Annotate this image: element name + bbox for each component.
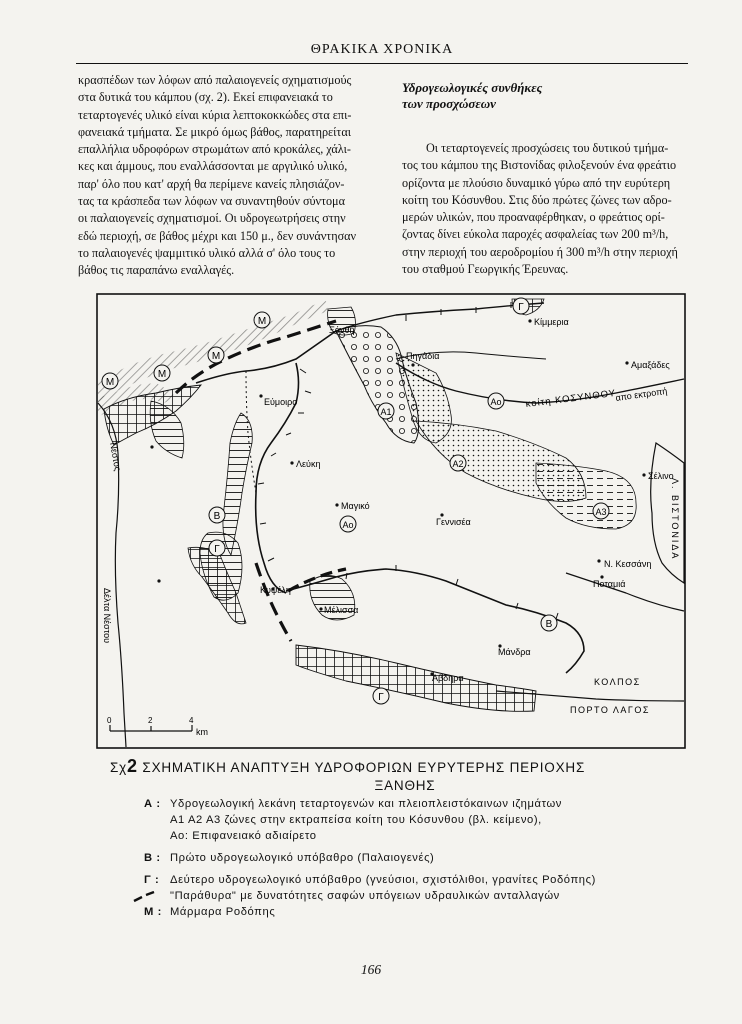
scale-unit: km — [196, 727, 208, 737]
zone-label-b: B — [213, 511, 221, 522]
legend-key-m: Μ : — [144, 906, 162, 918]
label-canal: απο εκτροπή — [614, 385, 668, 403]
caption-line1: ΣΧΗΜΑΤΙΚΗ ΑΝΑΠΤΥΞΗ ΥΔΡΟΦΟΡΙΩΝ ΕΥΡΥΤΕΡΗΣ ΠΕΡΙΟΧΗΣ — [142, 760, 586, 775]
legend-row-m — [144, 906, 704, 922]
text-line: στα δυτικά του κάμπου (σχ. 2). Εκεί επιφανειακά το — [78, 90, 333, 105]
text-line: του σταθμού Γεωργικής Έρευνας. — [402, 262, 569, 277]
text-line: τεταρτογενές υλικό είναι κύρια λεπτοκοκκώδες στα επι- — [78, 107, 352, 122]
page-number: 166 — [360, 962, 382, 977]
legend-key-b: Β : — [144, 852, 161, 864]
text-line: κοίτη του Κόσυνθου. Στις δύο πρώτες ζώνες των αδρο- — [402, 192, 672, 207]
text-line: κες και άμμους, που εναλλάσσονται με αργιλικό υλικό, — [78, 159, 348, 174]
place-melissa: Μέλισσα — [324, 605, 359, 615]
hydrogeology-map — [96, 293, 686, 749]
legend-text-b: Πρώτο υδρογεωλογικό υπόβαθρο (Παλαιογενές) — [170, 852, 435, 864]
label-gulf-1: ΚΟΛΠΟΣ — [594, 677, 641, 687]
text-line: κρασπέδων των λόφων από παλαιογενείς σχηματισμούς — [78, 73, 352, 87]
text-line: τας τα κράσπεδα των λόφων να συναντηθούν σύντομα — [78, 194, 345, 209]
legend-row-g — [144, 874, 704, 890]
label-kosynthos: κοίτη ΚΟΣΥΝΘΟΥ — [525, 387, 617, 410]
place-lefki: Λεύκη — [296, 459, 321, 469]
text-line: στην περιοχή του αεροδρομίου ή 300 m³/h στην περιοχή — [402, 244, 678, 259]
scale-tick-4: 4 — [189, 716, 194, 725]
legend-key-g: Γ : — [144, 874, 160, 886]
zone-label-g: Γ — [518, 302, 524, 313]
zone-label-a2: A2 — [452, 459, 464, 469]
section-heading — [402, 80, 688, 112]
label-lake: Λ. ΒΙΣΤΟΝΙΔΑ — [670, 478, 680, 561]
header-rule — [76, 63, 688, 64]
window-line-symbol — [132, 891, 160, 903]
running-header: ΘΡΑΚΙΚΑ ΧΡΟΝΙΚΑ — [310, 42, 454, 57]
legend-key-a: Α : — [144, 798, 161, 810]
text-line: τος του κάμπου της Βιστονίδας φιλοξενούν ένα φρεάτιο — [402, 158, 677, 173]
place-xanthi: Ξάνθη — [329, 325, 355, 335]
caption-number: 2 — [127, 756, 138, 776]
figure-caption — [110, 756, 700, 793]
zone-label-m: M — [211, 351, 221, 362]
place-pigadia: Πηγάδια — [406, 351, 440, 361]
place-gennisea: Γεννισέα — [436, 517, 471, 527]
text-line: παρ' όλο που κατ' αρχή θα περίμενε κανείς πλησιάζον- — [78, 176, 345, 191]
zone-label-a0: Ao — [342, 520, 354, 530]
scale-tick-2: 2 — [148, 716, 153, 725]
label-nestos: Νέστος — [108, 441, 123, 472]
section-heading-line: των προσχώσεων — [402, 96, 496, 111]
text-line: οι παλαιογενείς σχηματισμοί. Οι υδρογεωτρήσεις στην — [78, 211, 346, 226]
zone-label-m: M — [105, 377, 115, 388]
place-amaxades: Αμαξάδες — [631, 360, 670, 370]
text-line: βάθος τις παραπάνω εναλλαγές. — [78, 263, 235, 278]
text-line: επαλλήλια υδροφόρων στρωμάτων από κροκάλες, χάλι- — [78, 142, 351, 157]
label-delta-nestou: Δέλτα Νέστου — [102, 588, 112, 644]
text-line: ορίζοντα με πλούσιο δυναμικό γύρω από την ευρύτερη — [402, 175, 671, 190]
text-line: το παλαιογενές ψαμμιτικό υλικό αλλά σ' όλο τους το — [78, 245, 336, 260]
zone-label-m: M — [257, 316, 267, 327]
zone-label-a0: Ao — [490, 397, 502, 407]
text-line: φανειακά τμήματα. Σε μικρό όμως βάθος, παρατηρείται — [78, 124, 351, 139]
map-svg — [96, 293, 686, 749]
place-selino: Σέλινο — [648, 471, 674, 481]
place-kimmeria: Κίμμερια — [534, 317, 569, 327]
place-mandra: Μάνδρα — [498, 647, 531, 657]
text-line: μερών υλικών, που προαναφέρθηκαν, ο φρεάτιος ορί- — [402, 210, 665, 225]
place-potamia: Ποταμιά — [593, 579, 626, 589]
scale-tick-0: 0 — [107, 716, 112, 725]
zone-label-a3: A3 — [595, 507, 607, 517]
zone-label-g: Γ — [214, 544, 220, 555]
text-line: ζοντας δίνει εύκολα παροχές ασφαλείας των 200 m³/h, — [402, 227, 669, 242]
place-magiko: Μαγικό — [341, 501, 370, 511]
zone-label-a1: A1 — [380, 407, 392, 417]
legend-row-a — [144, 798, 704, 814]
figure-legend — [144, 798, 704, 922]
label-gulf-2: ΠΟΡΤΟ ΛΑΓΟΣ — [570, 705, 650, 715]
text-line: Οι τεταρτογενείς προσχώσεις του δυτικού τμήμα- — [426, 141, 669, 155]
legend-text-g: Δεύτερο υδρογεωλογικό υπόβαθρο (γνεύσιοι, σχιστόλιθοι, γρανίτες Ροδόπης) — [170, 874, 596, 886]
place-kypseli: Κυψέλη — [260, 585, 291, 595]
right-column — [402, 80, 688, 278]
zone-label-b: B — [545, 619, 553, 630]
caption-line2: ΞΑΝΘΗΣ — [374, 778, 436, 793]
zone-label-m: M — [157, 369, 167, 380]
place-evmoiro: Εύμοιρο — [264, 397, 298, 407]
legend-text-window: "Παράθυρα" με δυνατότητες σαφών υπόγειων υδραυλικών ανταλλαγών — [170, 890, 560, 902]
legend-row-b — [144, 852, 704, 868]
left-column — [78, 72, 378, 280]
caption-prefix: Σχ — [110, 760, 128, 775]
text-line: εδώ περιοχή, σε βάθος μέχρι και 150 μ., δεν συνάντησαν — [78, 228, 357, 243]
legend-text-a-zones: Α1 Α2 Α3 ζώνες στην εκτραπείσα κοίτη του Κόσυνθου (βλ. κείμενο), — [170, 814, 542, 826]
zone-label-g: Γ — [378, 692, 384, 703]
place-n-kessani: Ν. Κεσσάνη — [604, 559, 652, 569]
legend-text-a: Υδρογεωλογική λεκάνη τεταρτογενών και πλειοπλειστόκαινων ιζημάτων — [170, 798, 562, 810]
legend-text-a0: Αο: Επιφανειακό αδιαίρετο — [170, 830, 317, 842]
legend-row-window — [144, 890, 704, 906]
section-heading-line: Υδρογεωλογικές συνθήκες — [402, 80, 543, 95]
place-avdira: Άβδηρα — [432, 673, 464, 683]
legend-text-m: Μάρμαρα Ροδόπης — [170, 906, 276, 918]
